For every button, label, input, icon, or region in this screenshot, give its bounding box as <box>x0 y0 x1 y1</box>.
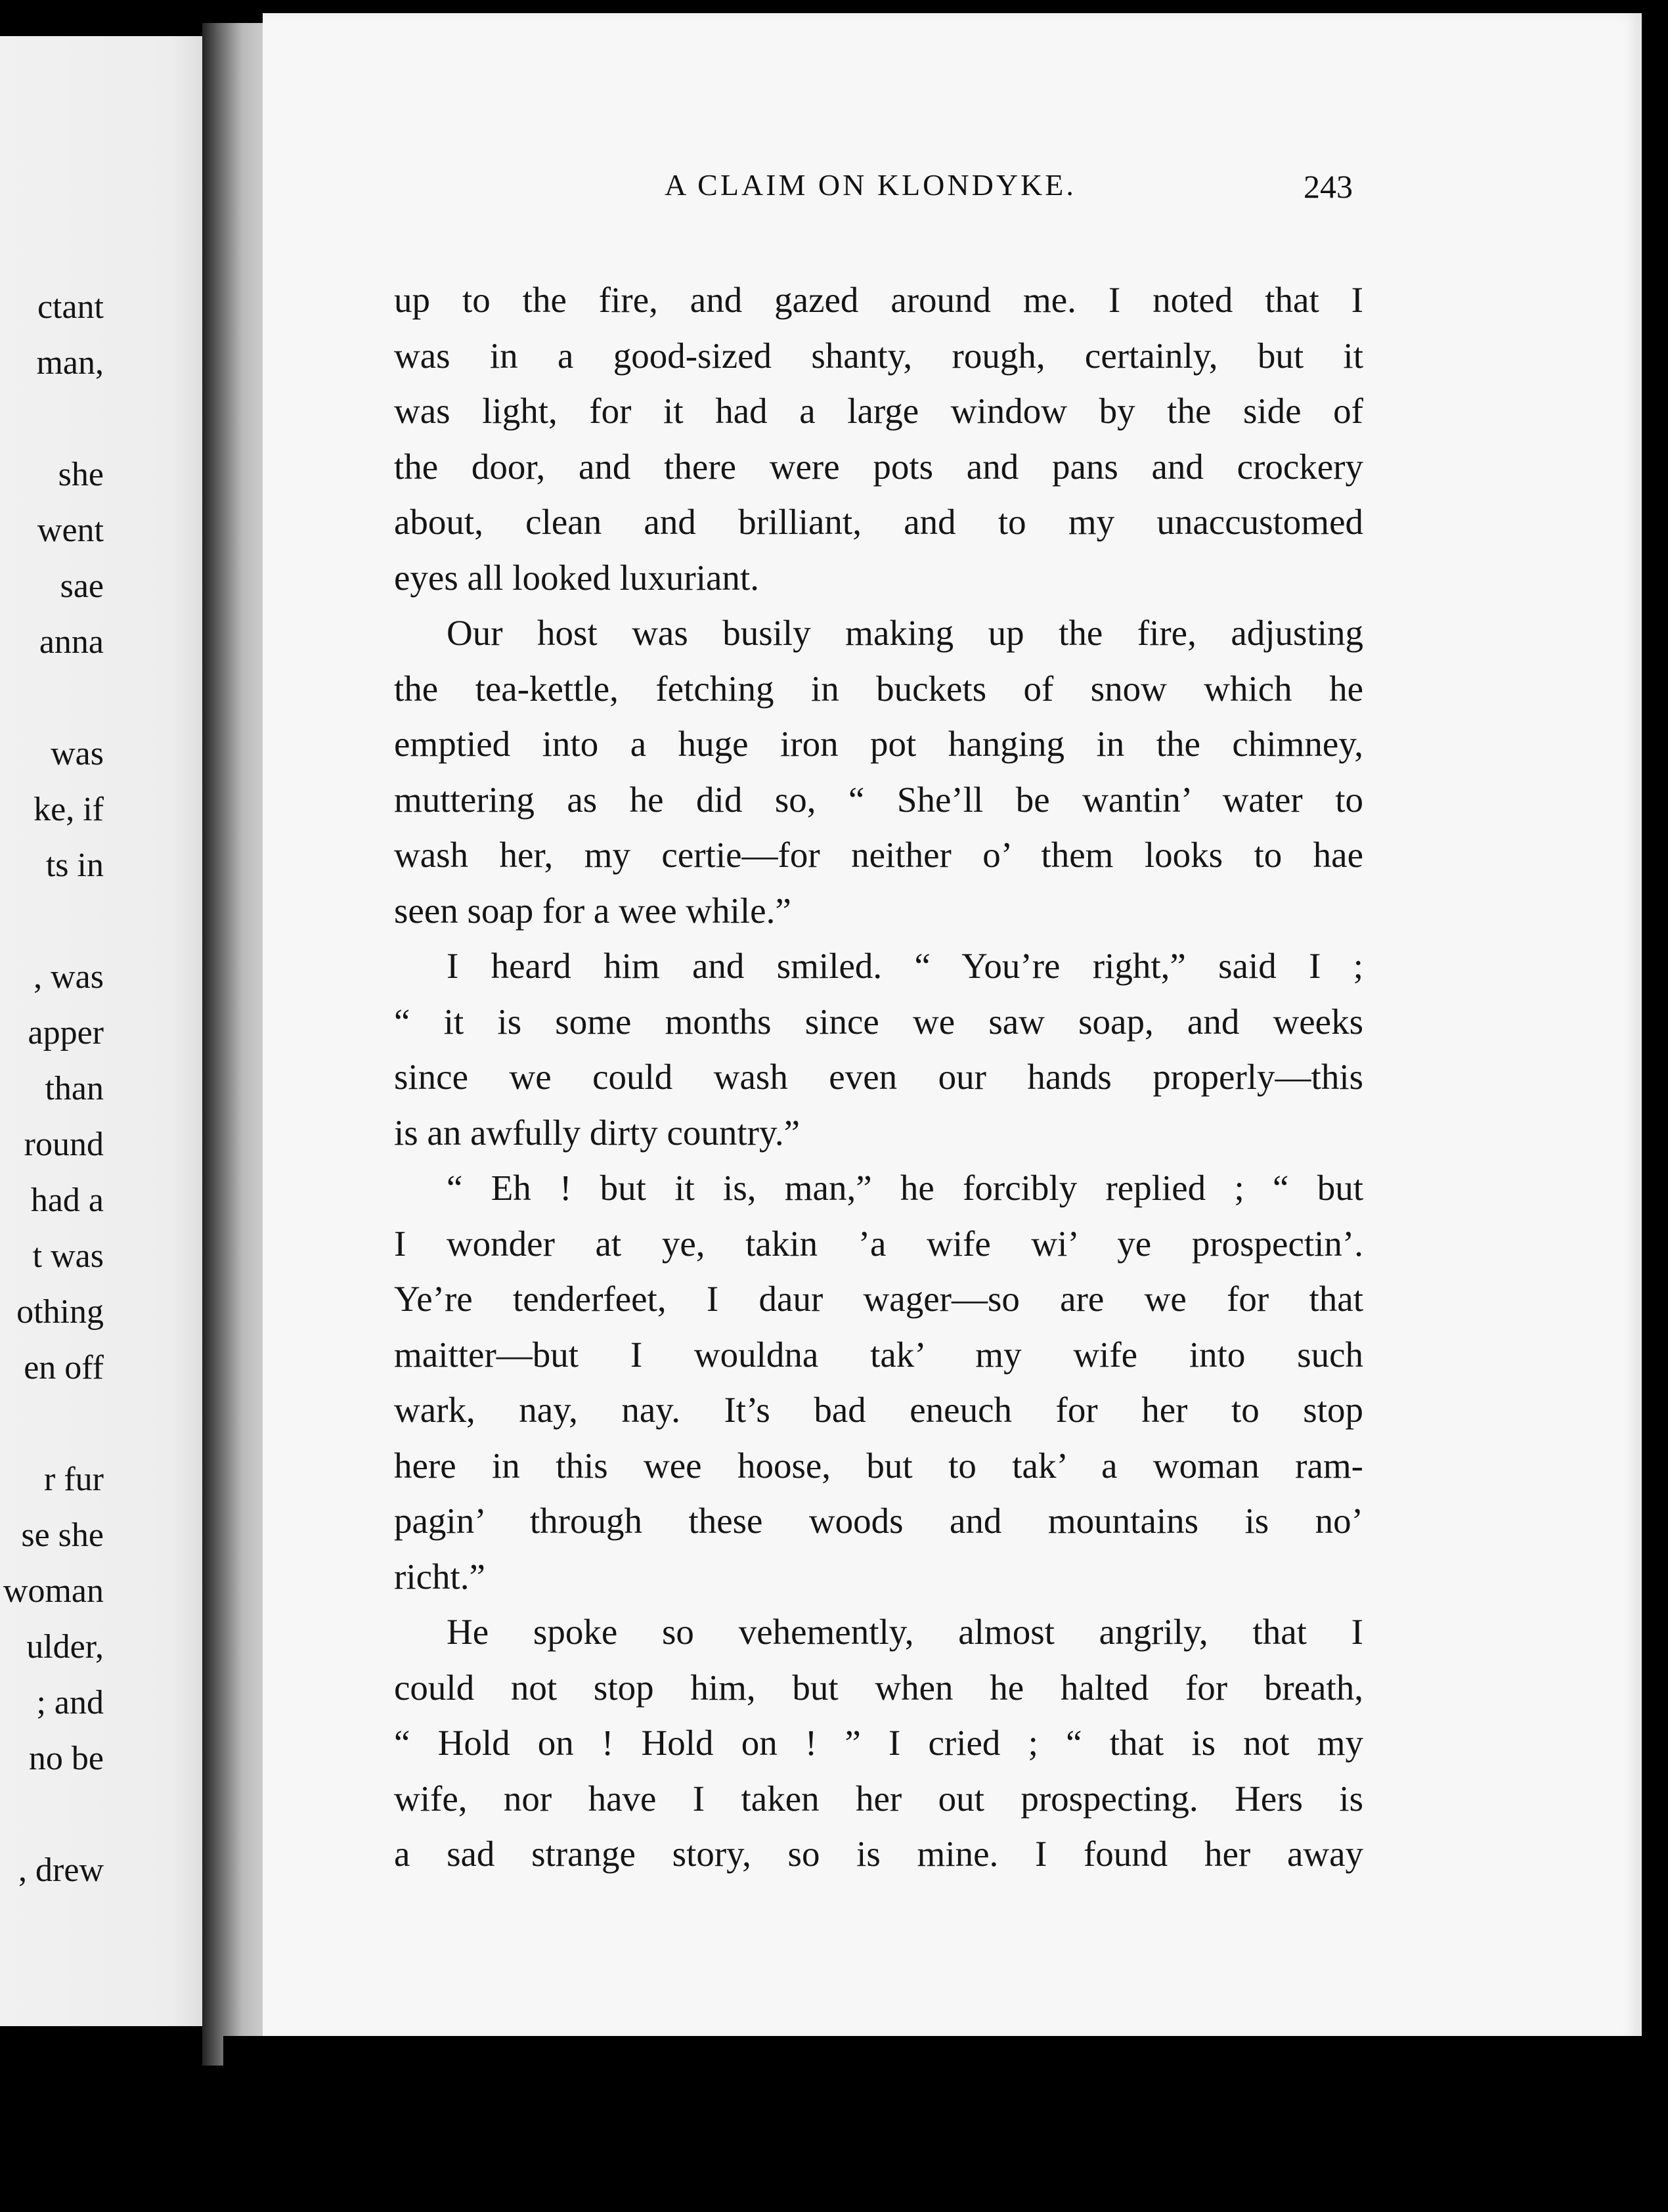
page-number: 243 <box>1304 168 1353 205</box>
left-page-line <box>0 893 214 949</box>
text-line: “ Eh ! but it is, man,” he forcibly replied ; “ but <box>447 1168 1363 1208</box>
running-head <box>402 167 1353 227</box>
left-page-line: apper <box>28 1014 104 1051</box>
left-page-line <box>0 1396 214 1451</box>
text-line: up to the fire, and gazed around me. I noted that I <box>394 280 1363 320</box>
text-line: is an awfully dirty country.” <box>394 1112 801 1153</box>
scan-bottom-edge <box>223 2036 1668 2212</box>
left-page-line <box>0 391 214 447</box>
left-page-line: than <box>45 1070 104 1107</box>
text-line: wark, nay, nay. It’s bad eneuch for her to stop <box>394 1390 1363 1430</box>
left-page-line: she <box>58 456 104 493</box>
text-line: maitter—but I wouldna tak’ my wife into such <box>394 1334 1363 1375</box>
left-page-line: r fur <box>44 1461 104 1498</box>
text-line: was in a good-sized shanty, rough, certainly, but it <box>394 335 1363 376</box>
text-line: the door, and there were pots and pans and crockery <box>394 446 1363 487</box>
text-line: wash her, my certie—for neither o’ them looks to hae <box>394 835 1363 875</box>
left-page-line: was <box>51 735 104 772</box>
text-line: the tea-kettle, fetching in buckets of snow which he <box>394 668 1363 709</box>
left-page-line: man, <box>36 344 104 382</box>
left-page-line <box>0 1786 214 1842</box>
left-page-line: ; and <box>36 1684 104 1721</box>
text-line: seen soap for a wee while.” <box>394 890 791 931</box>
left-page-line: othing <box>16 1293 104 1331</box>
left-page-line: se she <box>21 1516 104 1554</box>
text-line: Our host was busily making up the fire, adjusting <box>447 613 1363 653</box>
text-line: pagin’ through these woods and mountains is no’ <box>394 1501 1363 1541</box>
text-line: muttering as he did so, “ She’ll be wantin’ water to <box>394 779 1363 820</box>
left-page-line: woman <box>3 1572 104 1610</box>
left-page-line: anna <box>39 623 104 661</box>
text-line: emptied into a huge iron pot hanging in the chimney, <box>394 724 1363 764</box>
left-page-line: ke, if <box>33 791 104 828</box>
text-line: wife, nor have I taken her out prospecting. Hers is <box>394 1778 1363 1819</box>
left-page-line: , was <box>33 958 104 996</box>
left-page-line: sae <box>60 567 104 605</box>
text-line: He spoke so vehemently, almost angrily, that I <box>447 1612 1363 1652</box>
text-line: Ye’re tenderfeet, I daur wager—so are we for that <box>394 1279 1363 1319</box>
text-line: “ it is some months since we saw soap, and weeks <box>394 1001 1363 1042</box>
page-title: A CLAIM ON KLONDYKE. <box>665 168 1076 202</box>
left-page-line: ts in <box>45 847 104 884</box>
left-page-line: t was <box>32 1237 104 1275</box>
text-line: was light, for it had a large window by the side of <box>394 391 1363 431</box>
text-line: I heard him and smiled. “ You’re right,” said I ; <box>447 946 1363 986</box>
body-text <box>394 273 1363 1882</box>
left-page <box>0 36 214 2026</box>
text-line: since we could wash even our hands properly—this <box>394 1057 1363 1097</box>
text-line: richt.” <box>394 1556 485 1597</box>
left-page-line: en off <box>24 1349 104 1386</box>
left-page-line: , drew <box>18 1851 104 1889</box>
left-page-line: ulder, <box>26 1628 104 1666</box>
text-line: “ Hold on ! Hold on ! ” I cried ; “ that is not my <box>394 1723 1363 1763</box>
left-page-line: ctant <box>37 288 104 326</box>
left-page-line: had a <box>30 1182 104 1219</box>
left-page-line <box>0 670 214 726</box>
left-page-line: round <box>24 1126 104 1163</box>
left-page-text <box>0 279 214 1898</box>
text-line: I wonder at ye, takin ’a wife wi’ ye prospectin’. <box>394 1223 1363 1264</box>
text-line: could not stop him, but when he halted for breath, <box>394 1667 1363 1708</box>
text-line: eyes all looked luxuriant. <box>394 557 759 598</box>
text-line: a sad strange story, so is mine. I found her away <box>394 1834 1363 1874</box>
left-page-line: went <box>37 512 104 549</box>
text-line: about, clean and brilliant, and to my unaccustomed <box>394 502 1363 542</box>
left-page-line: no be <box>28 1740 104 1777</box>
text-line: here in this wee hoose, but to tak’ a woman ram- <box>394 1445 1363 1486</box>
